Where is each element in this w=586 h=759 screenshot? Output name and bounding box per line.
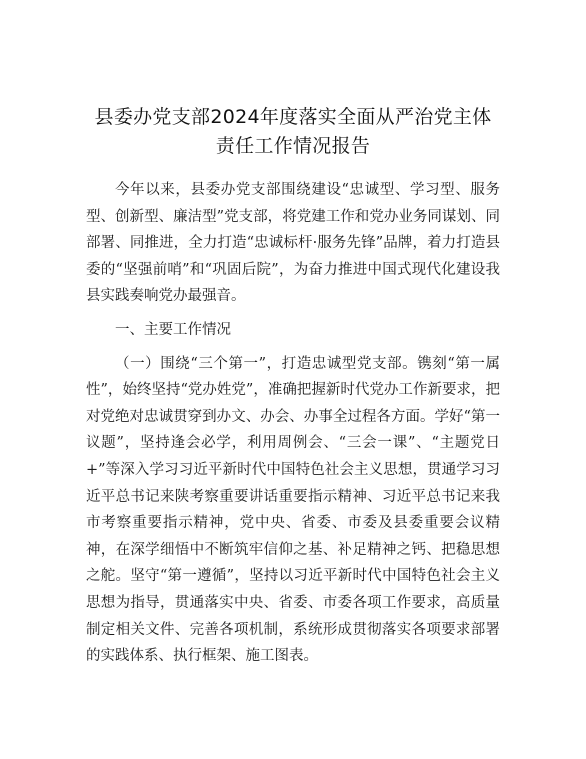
- intro-paragraph: 今年以来，县委办党支部围绕建设“忠诚型、学习型、服务型、创新型、廉洁型”党支部，将党建工作和党办业务同谋划、同部署、同推进，全力打造“忠诚标杆·服务先锋”品牌，着力打造县委的“坚强前哨”和“巩固后院”，为奋力推进中国式现代化建设我县实践奏响党办最强音。: [86, 182, 500, 305]
- section-paragraph: （一）围绕“三个第一”，打造忠诚型党支部。镌刻“第一属性”，始终坚持“党办姓党”，准确把握新时代党办工作新要求，把对党绝对忠诚贯穿到办文、办会、办事全过程各方面。学好“第一议题”，坚持逢会必学，利用周例会、“三会一课”、“主题党日+”等深入学习习近平新时代中国特色社会主义思想，贯通学习习近平总书记来陕考察重要讲话重要指示精神、习近平总书记来我市考察重要指示精神，党中央、省委、市委及县委重要会议精神，在深学细悟中不断筑牢信仰之基、补足精神之钙、把稳思想之舵。坚守“第一遵循”，坚持以习近平新时代中国特色社会主义思想为指导，贯通落实中央、省委、市委各项工作要求，高质量制定相关文件、完善各项机制，系统形成贯彻落实各项要求部署的实践体系、执行框架、施工图表。: [86, 355, 500, 665]
- document-title: [86, 103, 500, 161]
- document-body: [86, 177, 500, 670]
- title-line-2: 责任工作情况报告: [215, 135, 371, 157]
- section-heading: 一、主要工作情况: [115, 321, 231, 338]
- title-line-1: 县委办党支部2024年度落实全面从严治党主体: [94, 106, 492, 128]
